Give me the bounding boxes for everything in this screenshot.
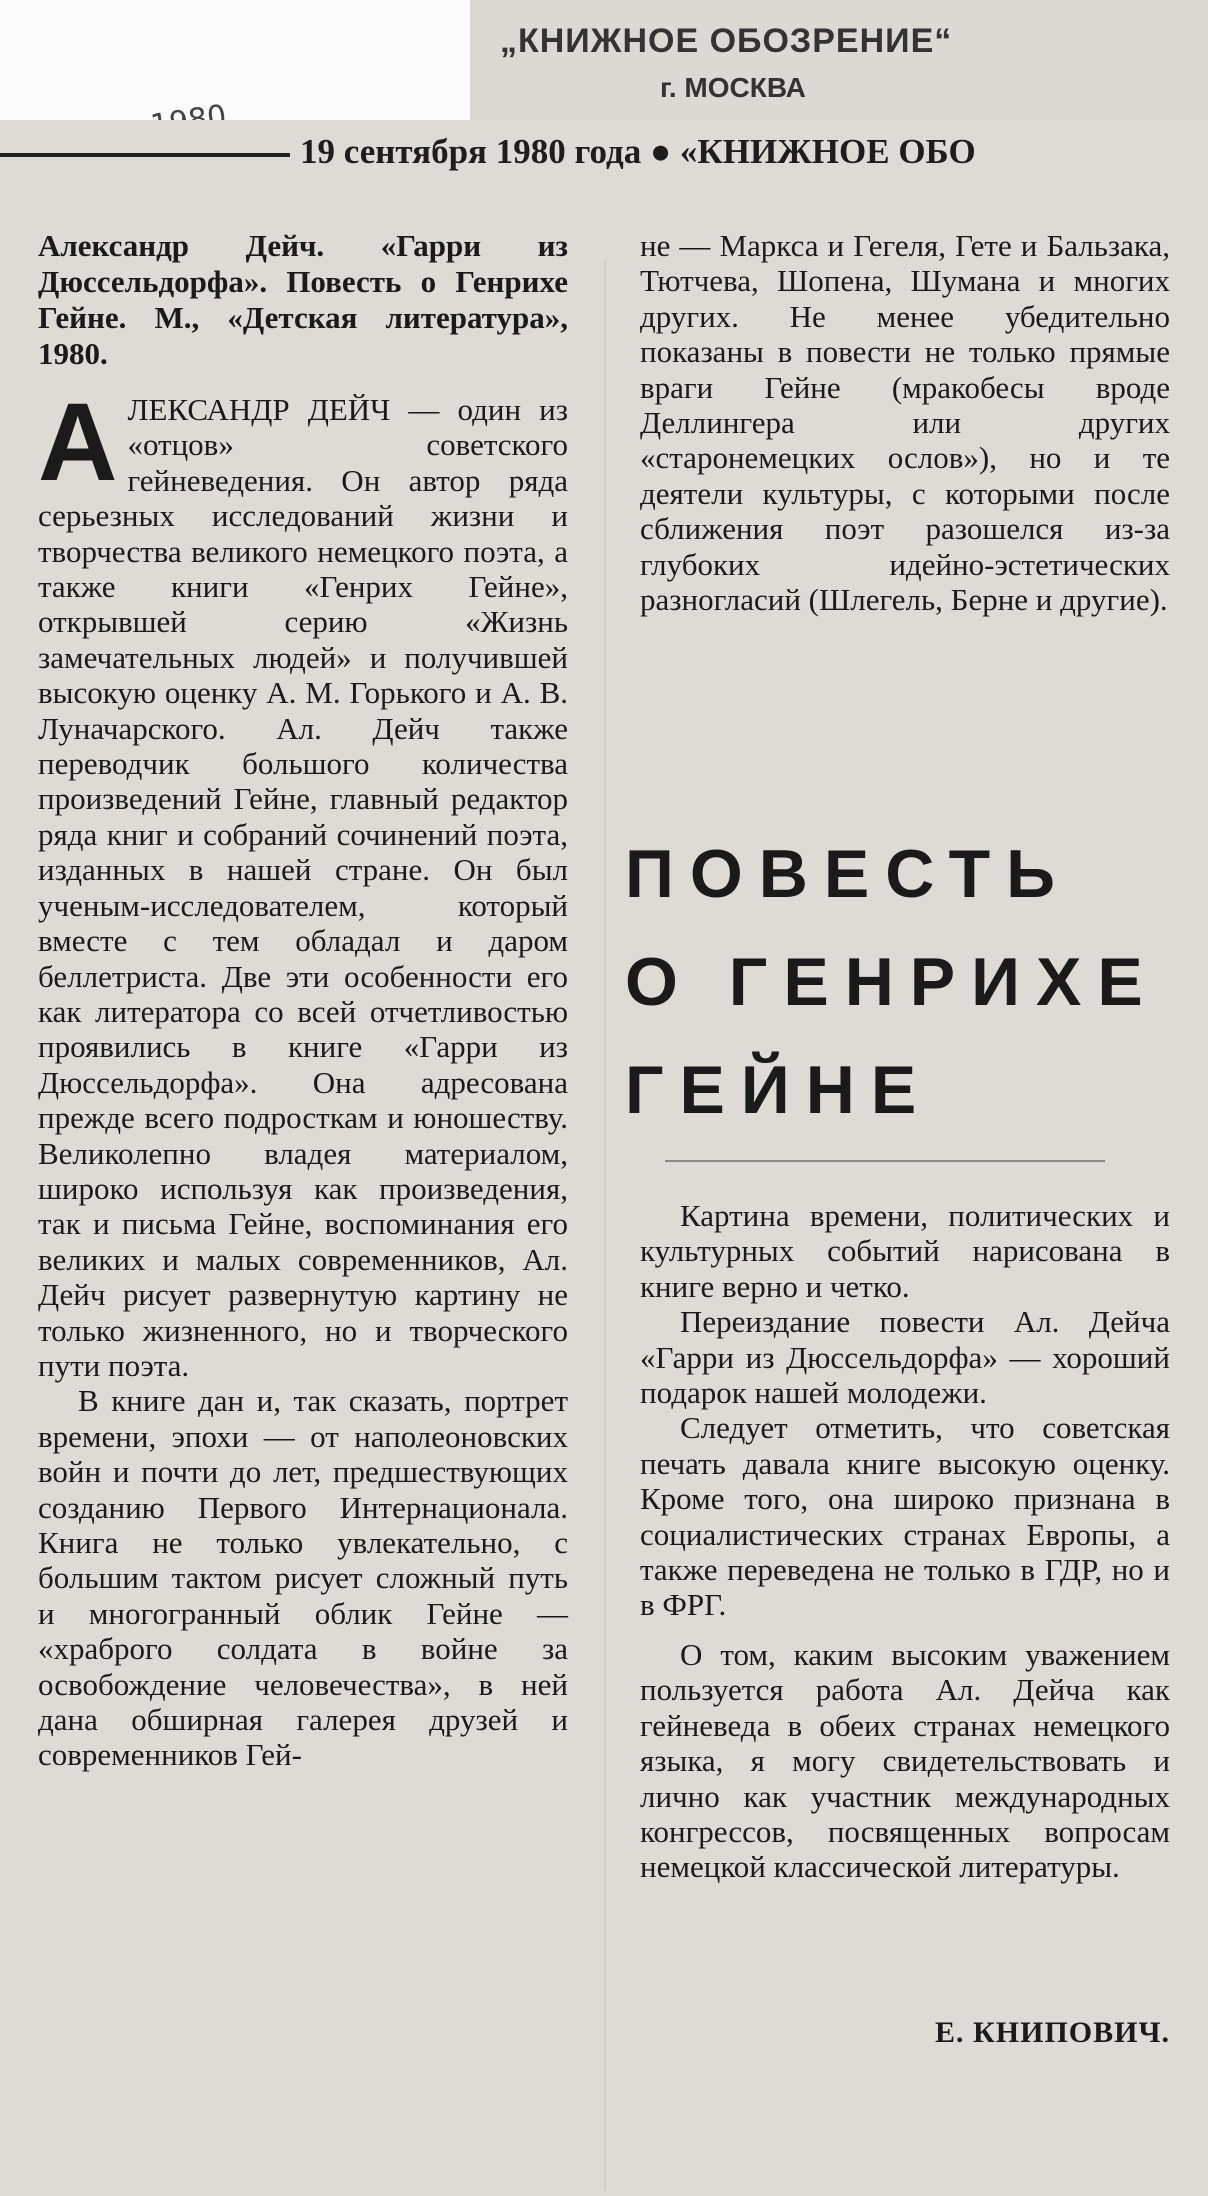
paragraph-reissue: Переиздание повести Ал. Дейча «Гарри из Дюссельдорфа» — хороший подарок нашей молодежи. [640, 1304, 1170, 1411]
right-column-top [640, 228, 1170, 617]
issue-header: 19 сентября 1980 года ● «КНИЖНОЕ ОБО [300, 132, 976, 171]
publication-stamp: „КНИЖНОЕ ОБОЗРЕНИЕ“ [500, 22, 953, 60]
bibliography: Александр Дейч. «Гарри из Дюссельдорфа». Повесть о Генрихе Гейне. М., «Детская литература», 1980. [38, 228, 568, 371]
column-gutter [604, 260, 606, 2190]
left-column [38, 228, 568, 1773]
right-column-bottom [640, 1198, 1170, 1885]
author-signature: Е. КНИПОВИЧ. [935, 2016, 1170, 2049]
headline-rule [665, 1160, 1105, 1162]
paragraph-2: В книге дан и, так сказать, портрет времени, эпохи — от наполеоновских войн и почти до лет, предшествующих созданию Первого Интернационала. Книга не только увлекательно, с большим тактом рисует сложный путь и многогранный облик Гейне — «храброго солдата в войне за освобождение человечества», в ней дана обширная галерея друзей и современников Гей- [38, 1383, 568, 1773]
paragraph-reception: Следует отметить, что советская печать давала книге высокую оценку. Кроме того, она широко признана в социалистических странах Европы, а также переведена не только в ГДР, но и в ФРГ. [640, 1410, 1170, 1623]
header-rule [0, 153, 290, 157]
lead-paragraph [38, 381, 568, 1383]
paragraph-time: Картина времени, политических и культурных событий нарисована в книге верно и четко. [640, 1198, 1170, 1304]
lead-text: ЛЕКСАНДР ДЕЙЧ — один из «отцов» советского гейневедения. Он автор ряда серьезных исследований жизни и творчества великого немецкого поэта, а также книги «Генрих Гейне», открывшей серию «Жизнь замечательных людей» и получившей высокую оценку А. М. Горького и А. В. Луначарского. Ал. Дейч также переводчик большого количества произведений Гейне, главный редактор ряда книг и собраний сочинений поэта, изданных в нашей стране. Он был ученым-исследователем, который вместе с тем обладал и даром беллетриста. Две эти особенности его как литератора со всей отчетливостью проявились в книге «Гарри из Дюссельдорфа». Она адресована прежде всего подросткам и юношеству. Великолепно владея материалом, широко используя как произведения, так и письма Гейне, воспоминания его великих и малых современников, Ал. Дейч рисует развернутую картину не только жизненного, но и творческого пути поэта. [38, 392, 568, 1383]
continuation-paragraph: не — Маркса и Гегеля, Гете и Бальзака, Тютчева, Шопена, Шумана и многих других. Не менее убедительно показаны в повести не только прямые враги Гейне (мракобесы вроде Деллингера или других «старонемецких ослов»), но и те деятели культуры, с которыми после сближения поэт разошелся из-за глубоких идейно-эстетических разногласий (Шлегель, Берне и другие). [640, 228, 1170, 618]
headline-line-2: О ГЕНРИХЕ [625, 944, 1159, 1020]
paragraph-testimony: О том, каким высоким уважением пользуется работа Ал. Дейча как гейневеда в обеих странах немецкого языка, я могу свидетельствовать и лично как участник международных конгрессов, посвященных вопросам немецкой классической литературы. [640, 1636, 1170, 1885]
headline [625, 820, 1185, 1144]
headline-line-3: ГЕЙНЕ [625, 1052, 933, 1128]
city-stamp: г. МОСКВА [660, 72, 806, 103]
drop-cap: А [38, 381, 118, 504]
headline-line-1: ПОВЕСТЬ [625, 836, 1072, 912]
